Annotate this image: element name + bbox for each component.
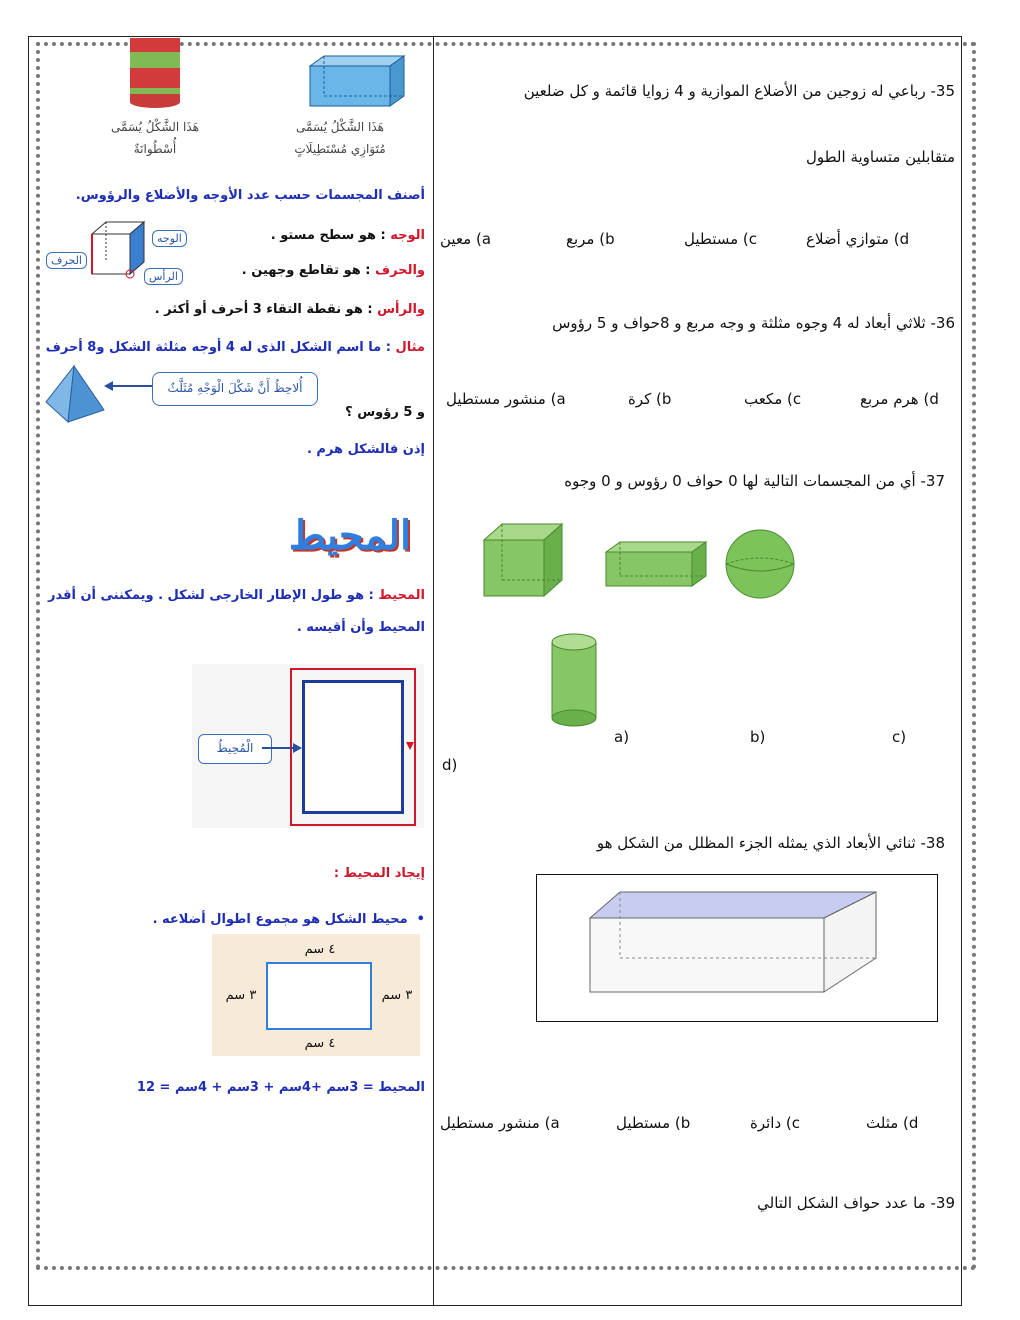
pyramid-image — [42, 362, 108, 428]
column-divider — [433, 36, 434, 1306]
perimeter-inner-rect — [302, 680, 404, 814]
perimeter-bubble: الْمُحِيطُ — [198, 734, 272, 764]
cylinder-shape — [548, 632, 600, 728]
edge-definition — [200, 263, 425, 278]
perimeter-arrow-icon — [262, 742, 302, 754]
edge-def: : هو تقاطع وجهين . — [241, 263, 376, 278]
rect-right-label: ٣ سم — [381, 988, 413, 1003]
q37-text: 37- أي من المجسمات التالية لها 0 حواف 0 رؤوس و 0 وجوه — [564, 472, 945, 490]
q39-text: 39- ما عدد حواف الشكل التالي — [757, 1194, 955, 1212]
prism-caption: هَذَا الشَّكْلُ يُسَمَّى — [296, 120, 384, 134]
find-perimeter-heading: إيجاد المحيط : — [333, 866, 425, 881]
arrow-icon — [104, 380, 158, 392]
rect-top-label: ٤ سم — [304, 942, 336, 957]
q35-text-cont: متقابلين متساوية الطول — [805, 148, 955, 166]
cube-shape — [480, 520, 566, 600]
cube-label-vertex: الرأس — [144, 268, 183, 285]
perimeter-definition — [40, 580, 425, 644]
q36-option-b[interactable]: b) كرة — [628, 390, 672, 408]
edge-term: والحرف — [375, 263, 425, 278]
example-answer: إذن فالشكل هرم . — [306, 442, 425, 457]
q38-option-c[interactable]: c) دائرة — [750, 1114, 801, 1132]
q35-option-c[interactable]: c) مستطيل — [684, 230, 758, 248]
perimeter-arrowhead — [406, 742, 414, 750]
q35-option-d[interactable]: d) متوازي أضلاع — [806, 230, 910, 248]
classify-heading: أصنف المجسمات حسب عدد الأوجه والأضلاع والرؤوس. — [75, 188, 425, 203]
q36-option-d[interactable]: d) هرم مربع — [860, 390, 939, 408]
q38-text: 38- ثنائي الأبعاد الذي يمثله الجزء المظلل من الشكل هو — [596, 834, 945, 852]
q38-prism-figure — [580, 888, 880, 998]
face-def: : هو سطح مستو . — [270, 228, 391, 243]
q37-option-b[interactable]: b) — [750, 728, 766, 746]
bullet-text: محيط الشكل هو مجموع اطوال أضلاعه . — [152, 912, 408, 927]
vertex-def: : هو نقطة التقاء 3 أحرف أو أكثر . — [154, 302, 378, 317]
q38-option-d[interactable]: d) مثلث — [866, 1114, 919, 1132]
face-term: الوجه — [390, 228, 425, 243]
q36-option-a[interactable]: a) منشور مستطيل — [446, 390, 566, 408]
cylinder-caption: هَذَا الشَّكْلُ يُسَمَّى — [111, 120, 199, 134]
q36-text: 36- ثلاثي أبعاد له 4 وجوه مثلثة و وجه مربع و 8حواف و 5 رؤوس — [552, 314, 955, 332]
cube-diagram — [88, 218, 148, 280]
q35-option-a[interactable]: a) معين — [440, 230, 492, 248]
prism-image — [300, 52, 410, 112]
cube-label-face: الوجه — [152, 230, 187, 247]
example-continued: و 5 رؤوس ؟ — [345, 405, 425, 420]
vertex-term: والرأس — [377, 302, 425, 317]
cube-label-edge: الحرف — [46, 252, 87, 269]
prism-name: مُتَوَازِي مُسْتَطِيلَاتٍ — [294, 142, 386, 156]
cylinder-name: أُسْطُوانَةٌ — [133, 142, 177, 156]
q38-option-b[interactable]: b) مستطيل — [616, 1114, 691, 1132]
perimeter-formula: المحيط = 3سم +4سم + 3سم + 4سم = 12 — [136, 1080, 425, 1095]
perimeter-term: المحيط — [378, 588, 425, 603]
example-line — [40, 340, 425, 355]
rect-shape — [266, 962, 372, 1030]
face-definition — [200, 228, 425, 243]
bullet-dot: • — [407, 912, 425, 927]
example-term: مثال — [395, 340, 425, 355]
perimeter-bullet — [120, 912, 425, 927]
q37-option-d[interactable]: d) — [442, 756, 458, 774]
cylinder-image — [125, 38, 185, 112]
q37-option-a[interactable]: a) — [614, 728, 630, 746]
q35-text: 35- رباعي له زوجين من الأضلاع الموازية و 4 زوايا قائمة و كل ضلعين — [523, 82, 955, 100]
note-bubble: أُلاحِظُ أَنَّ شَكْلَ الْوَجْهِ مُثَلَّثٌ — [152, 372, 318, 406]
vertex-definition — [120, 302, 425, 317]
q38-option-a[interactable]: a) منشور مستطيل — [440, 1114, 560, 1132]
q36-option-c[interactable]: c) مكعب — [744, 390, 802, 408]
perimeter-title: المحيط — [288, 512, 412, 559]
sphere-shape — [722, 524, 798, 604]
rectangular-prism-shape — [602, 538, 710, 590]
example-text: : ما اسم الشكل الذى له 4 أوجه مثلثة الشكل و8 أحرف — [45, 340, 396, 355]
q35-option-b[interactable]: b) مربع — [566, 230, 615, 248]
perimeter-def: : هو طول الإطار الخارجى لشكل . ويمكننى أن أقدر المحيط وأن أقيسه . — [47, 588, 425, 635]
rect-bottom-label: ٤ سم — [304, 1036, 336, 1051]
rect-left-label: ٣ سم — [225, 988, 257, 1003]
q37-option-c[interactable]: c) — [892, 728, 907, 746]
